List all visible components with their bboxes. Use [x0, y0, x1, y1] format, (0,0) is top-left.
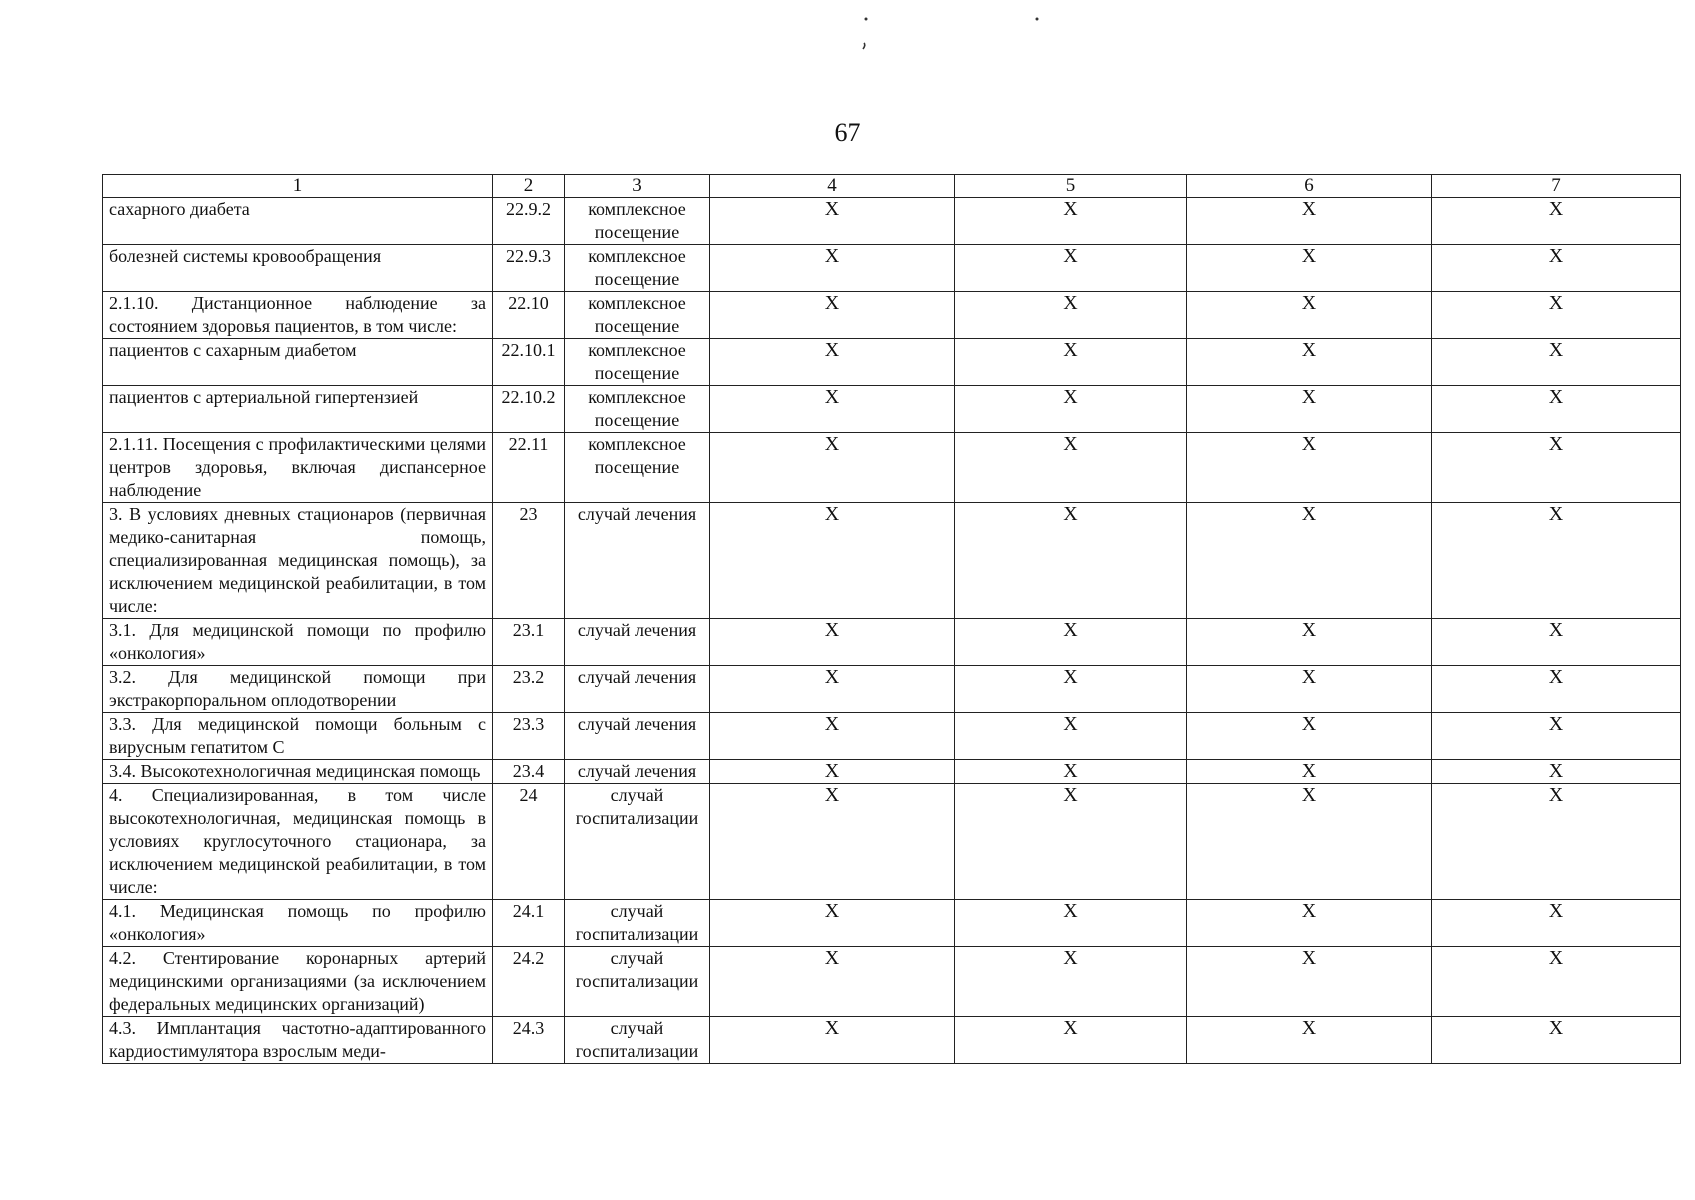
row-code: 24.2: [493, 947, 565, 1017]
row-unit: случай госпитализации: [565, 900, 710, 947]
row-unit: случай лечения: [565, 503, 710, 619]
cell-x: X: [710, 292, 955, 339]
cell-x: X: [1187, 1017, 1432, 1064]
cell-x: X: [955, 713, 1187, 760]
table-row: [103, 292, 1681, 339]
row-code: 23.1: [493, 619, 565, 666]
scan-specks: [0, 0, 1695, 80]
cell-x: X: [710, 619, 955, 666]
row-code: 22.10: [493, 292, 565, 339]
row-name: 4.1. Медицинская помощь по профилю «онкология»: [103, 900, 493, 947]
row-unit: случай лечения: [565, 760, 710, 784]
row-name: 2.1.10. Дистанционное наблюдение за состоянием здоровья пациентов, в том числе:: [103, 292, 493, 339]
cell-x: X: [1432, 760, 1681, 784]
cell-x: X: [955, 947, 1187, 1017]
row-code: 24.1: [493, 900, 565, 947]
cell-x: X: [710, 760, 955, 784]
cell-x: X: [955, 339, 1187, 386]
table-row: [103, 339, 1681, 386]
cell-x: X: [710, 1017, 955, 1064]
cell-x: X: [1432, 784, 1681, 900]
cell-x: X: [1187, 245, 1432, 292]
cell-x: X: [1187, 433, 1432, 503]
column-header: 5: [955, 175, 1187, 198]
row-name: 4.2. Стентирование коронарных артерий медицинскими организациями (за исключением федеральных медицинских организаций): [103, 947, 493, 1017]
cell-x: X: [1187, 339, 1432, 386]
cell-x: X: [1187, 503, 1432, 619]
table-row: [103, 386, 1681, 433]
row-unit: случай лечения: [565, 619, 710, 666]
cell-x: X: [1187, 947, 1432, 1017]
column-header: 7: [1432, 175, 1681, 198]
cell-x: X: [1187, 784, 1432, 900]
cell-x: X: [1432, 292, 1681, 339]
column-number-row: [103, 175, 1681, 198]
cell-x: X: [1432, 386, 1681, 433]
row-code: 24.3: [493, 1017, 565, 1064]
cell-x: X: [1187, 292, 1432, 339]
cell-x: X: [955, 386, 1187, 433]
table-row: [103, 619, 1681, 666]
row-name: пациентов с сахарным диабетом: [103, 339, 493, 386]
row-unit: комплексное посещение: [565, 292, 710, 339]
cell-x: X: [1432, 433, 1681, 503]
cell-x: X: [710, 713, 955, 760]
cell-x: X: [955, 784, 1187, 900]
row-unit: случай лечения: [565, 666, 710, 713]
cell-x: X: [1432, 503, 1681, 619]
cell-x: X: [1432, 947, 1681, 1017]
row-name: болезней системы кровообращения: [103, 245, 493, 292]
table-row: [103, 503, 1681, 619]
row-unit: комплексное посещение: [565, 386, 710, 433]
table-row: [103, 245, 1681, 292]
cell-x: X: [1187, 386, 1432, 433]
table-row: [103, 900, 1681, 947]
row-code: 24: [493, 784, 565, 900]
row-name: 4.3. Имплантация частотно-адаптированного кардиостимулятора взрослым меди-: [103, 1017, 493, 1064]
cell-x: X: [710, 503, 955, 619]
column-header: 6: [1187, 175, 1432, 198]
row-unit: случай госпитализации: [565, 784, 710, 900]
cell-x: X: [710, 339, 955, 386]
cell-x: X: [1187, 619, 1432, 666]
table-row: [103, 947, 1681, 1017]
row-code: 23: [493, 503, 565, 619]
row-code: 23.3: [493, 713, 565, 760]
cell-x: X: [1432, 666, 1681, 713]
cell-x: X: [955, 433, 1187, 503]
row-name: 4. Специализированная, в том числе высокотехнологичная, медицинская помощь в условиях круглосуточного стационара, за исключением медицинской реабилитации, в том числе:: [103, 784, 493, 900]
page-number: 67: [834, 118, 861, 147]
cell-x: X: [955, 503, 1187, 619]
row-unit: случай госпитализации: [565, 947, 710, 1017]
row-code: 22.11: [493, 433, 565, 503]
cell-x: X: [1432, 198, 1681, 245]
column-header: 1: [103, 175, 493, 198]
table-row: [103, 433, 1681, 503]
cell-x: X: [710, 947, 955, 1017]
cell-x: X: [1432, 713, 1681, 760]
row-name: 2.1.11. Посещения с профилактическими целями центров здоровья, включая диспансерное наблюдение: [103, 433, 493, 503]
cell-x: X: [955, 1017, 1187, 1064]
row-name: 3.1. Для медицинской помощи по профилю «онкология»: [103, 619, 493, 666]
cell-x: X: [1187, 713, 1432, 760]
cell-x: X: [1187, 900, 1432, 947]
row-code: 22.9.3: [493, 245, 565, 292]
row-code: 23.2: [493, 666, 565, 713]
column-header: 4: [710, 175, 955, 198]
row-unit: случай лечения: [565, 713, 710, 760]
table-row: [103, 713, 1681, 760]
row-name: 3.4. Высокотехнологичная медицинская помощь: [103, 760, 493, 784]
cell-x: X: [710, 198, 955, 245]
table-row: [103, 1017, 1681, 1064]
cell-x: X: [1432, 245, 1681, 292]
cell-x: X: [710, 433, 955, 503]
cell-x: X: [955, 900, 1187, 947]
row-unit: комплексное посещение: [565, 339, 710, 386]
cell-x: X: [1432, 900, 1681, 947]
cell-x: X: [710, 784, 955, 900]
cell-x: X: [1187, 198, 1432, 245]
cell-x: X: [1432, 1017, 1681, 1064]
row-code: 22.10.2: [493, 386, 565, 433]
cell-x: X: [955, 198, 1187, 245]
row-name: пациентов с артериальной гипертензией: [103, 386, 493, 433]
row-name: 3.2. Для медицинской помощи при экстракорпоральном оплодотворении: [103, 666, 493, 713]
cell-x: X: [1432, 619, 1681, 666]
row-name: 3.3. Для медицинской помощи больным с вирусным гепатитом С: [103, 713, 493, 760]
row-code: 22.10.1: [493, 339, 565, 386]
table-row: [103, 784, 1681, 900]
cell-x: X: [1187, 760, 1432, 784]
table-row: [103, 198, 1681, 245]
column-header: 3: [565, 175, 710, 198]
cell-x: X: [1187, 666, 1432, 713]
row-unit: случай госпитализации: [565, 1017, 710, 1064]
cell-x: X: [710, 666, 955, 713]
row-code: 22.9.2: [493, 198, 565, 245]
row-unit: комплексное посещение: [565, 198, 710, 245]
cell-x: X: [710, 245, 955, 292]
cell-x: X: [1432, 339, 1681, 386]
cell-x: X: [955, 292, 1187, 339]
row-name: 3. В условиях дневных стационаров (первичная медико-санитарная помощь, специализированная медицинская помощь), за исключением медицинской реабилитации, в том числе:: [103, 503, 493, 619]
cell-x: X: [710, 386, 955, 433]
cell-x: X: [955, 245, 1187, 292]
cell-x: X: [710, 900, 955, 947]
cell-x: X: [955, 760, 1187, 784]
row-unit: комплексное посещение: [565, 245, 710, 292]
column-header: 2: [493, 175, 565, 198]
row-unit: комплексное посещение: [565, 433, 710, 503]
data-table: [102, 174, 1681, 1064]
table-row: [103, 666, 1681, 713]
row-name: сахарного диабета: [103, 198, 493, 245]
table-row: [103, 760, 1681, 784]
cell-x: X: [955, 619, 1187, 666]
cell-x: X: [955, 666, 1187, 713]
row-code: 23.4: [493, 760, 565, 784]
